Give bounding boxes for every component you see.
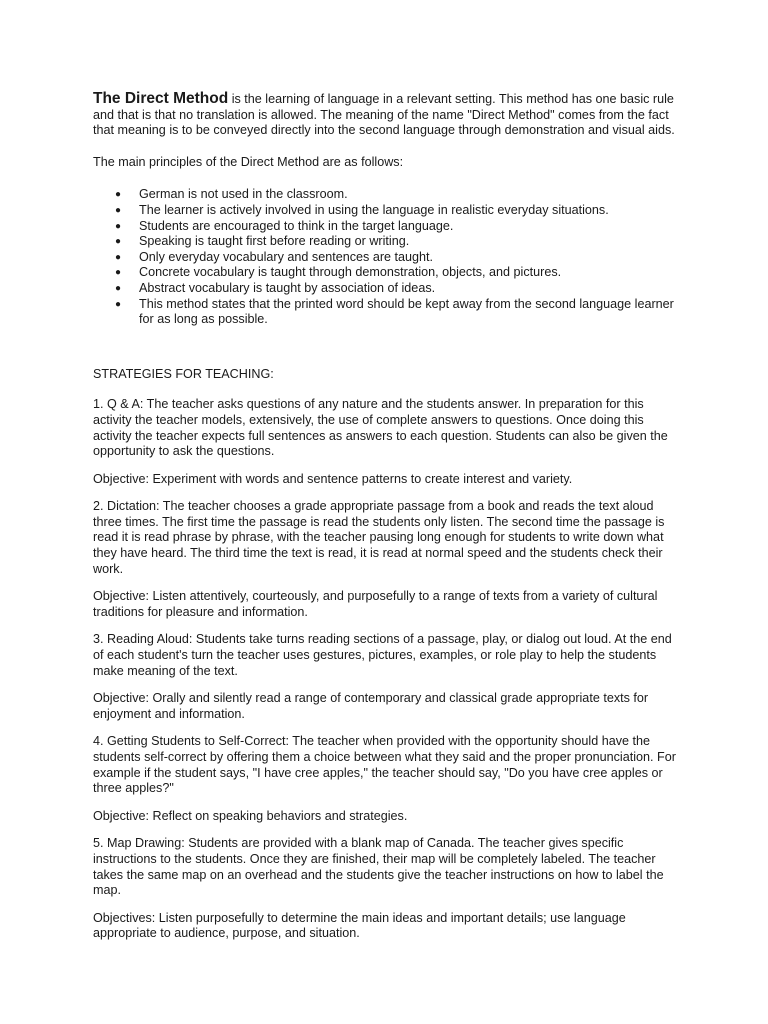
intro-paragraph bbox=[93, 91, 683, 139]
bullet-icon: ● bbox=[115, 267, 122, 279]
list-item: ● Students are encouraged to think in the target language. bbox=[115, 218, 454, 233]
bullet-icon: ● bbox=[115, 220, 122, 232]
strategy-qa-paragraph: 1. Q & A: The teacher asks questions of any nature and the students answer. In preparation for this activity the teacher models, extensively, the use of complete answers to questions. Once doing this activity the teacher expects full sentences as answers to each question. Students can also be given the opportunity to ask the questions. bbox=[93, 397, 668, 459]
intro-title: The Direct Method bbox=[93, 90, 229, 107]
intro-text: is the learning of language in a relevant setting. This method has one basic rule and that is that no translation is allowed. The meaning of the name "Direct Method" comes from the fact that meaning is to be conveyed directly into the second language through demonstration and visual aids. bbox=[93, 92, 675, 138]
list-item: ● Only everyday vocabulary and sentences are taught. bbox=[115, 249, 434, 264]
principles-heading: The main principles of the Direct Method are as follows: bbox=[93, 154, 404, 169]
objective-paragraph: Objective: Reflect on speaking behaviors and strategies. bbox=[93, 808, 408, 823]
bullet-icon: ● bbox=[115, 236, 122, 248]
list-item: ● Speaking is taught first before reading or writing. bbox=[115, 234, 410, 249]
bullet-icon: ● bbox=[115, 251, 122, 263]
strategy-dictation-paragraph: 2. Dictation: The teacher chooses a grade appropriate passage from a book and reads the text aloud three times. The first time the passage is read the students only listen. The second time the passage is read it is read phrase by phrase, with the teacher pausing long enough for students to write down what they have heard. The third time the text is read, it is read at normal speed and the students check their work. bbox=[93, 499, 665, 576]
objectives-paragraph: Objectives: Listen purposefully to determine the main ideas and important details; use language appropriate to audience, purpose, and situation. bbox=[93, 910, 626, 941]
list-item: ● Concrete vocabulary is taught through demonstration, objects, and pictures. bbox=[115, 265, 562, 280]
strategy-self-correct-paragraph: 4. Getting Students to Self-Correct: The teacher when provided with the opportunity should have the students self-correct by offering them a choice between what they said and the proper pronunciation. For example if the student says, "I have cree apples," the teacher should say, "Do you have cree apples or three apples?" bbox=[93, 734, 676, 796]
bullet-icon: ● bbox=[115, 189, 122, 201]
bullet-icon: ● bbox=[115, 298, 122, 310]
objective-paragraph: Objective: Listen attentively, courteously, and purposefully to a range of texts from a variety of cultural traditions for pleasure and information. bbox=[93, 589, 658, 619]
bullet-icon: ● bbox=[115, 282, 122, 294]
objective-paragraph: Objective: Experiment with words and sentence patterns to create interest and variety. bbox=[93, 471, 573, 486]
principles-list bbox=[93, 187, 683, 327]
list-item: ● Abstract vocabulary is taught by association of ideas. bbox=[115, 280, 436, 295]
strategies-heading: STRATEGIES FOR TEACHING: bbox=[93, 366, 274, 381]
strategy-reading-aloud-paragraph: 3. Reading Aloud: Students take turns reading sections of a passage, play, or dialog out loud. At the end of each student's turn the teacher uses gestures, pictures, examples, or role play to help the students make meaning of the text. bbox=[93, 632, 672, 678]
bullet-icon: ● bbox=[115, 204, 122, 216]
document-page bbox=[93, 91, 683, 954]
list-item: ● German is not used in the classroom. bbox=[115, 187, 348, 202]
strategy-map-drawing-paragraph: 5. Map Drawing: Students are provided with a blank map of Canada. The teacher gives specific instructions to the students. Once they are finished, their map will be completely labeled. The teacher takes the same map on an overhead and the students give the teacher instructions on how to label the map. bbox=[93, 836, 664, 898]
objective-paragraph: Objective: Orally and silently read a range of contemporary and classical grade appropriate texts for enjoyment and information. bbox=[93, 691, 649, 721]
list-item: ● The learner is actively involved in using the language in realistic everyday situations. bbox=[115, 202, 609, 217]
list-item: ● This method states that the printed word should be kept away from the second language learner for as long as possible. bbox=[115, 296, 674, 327]
